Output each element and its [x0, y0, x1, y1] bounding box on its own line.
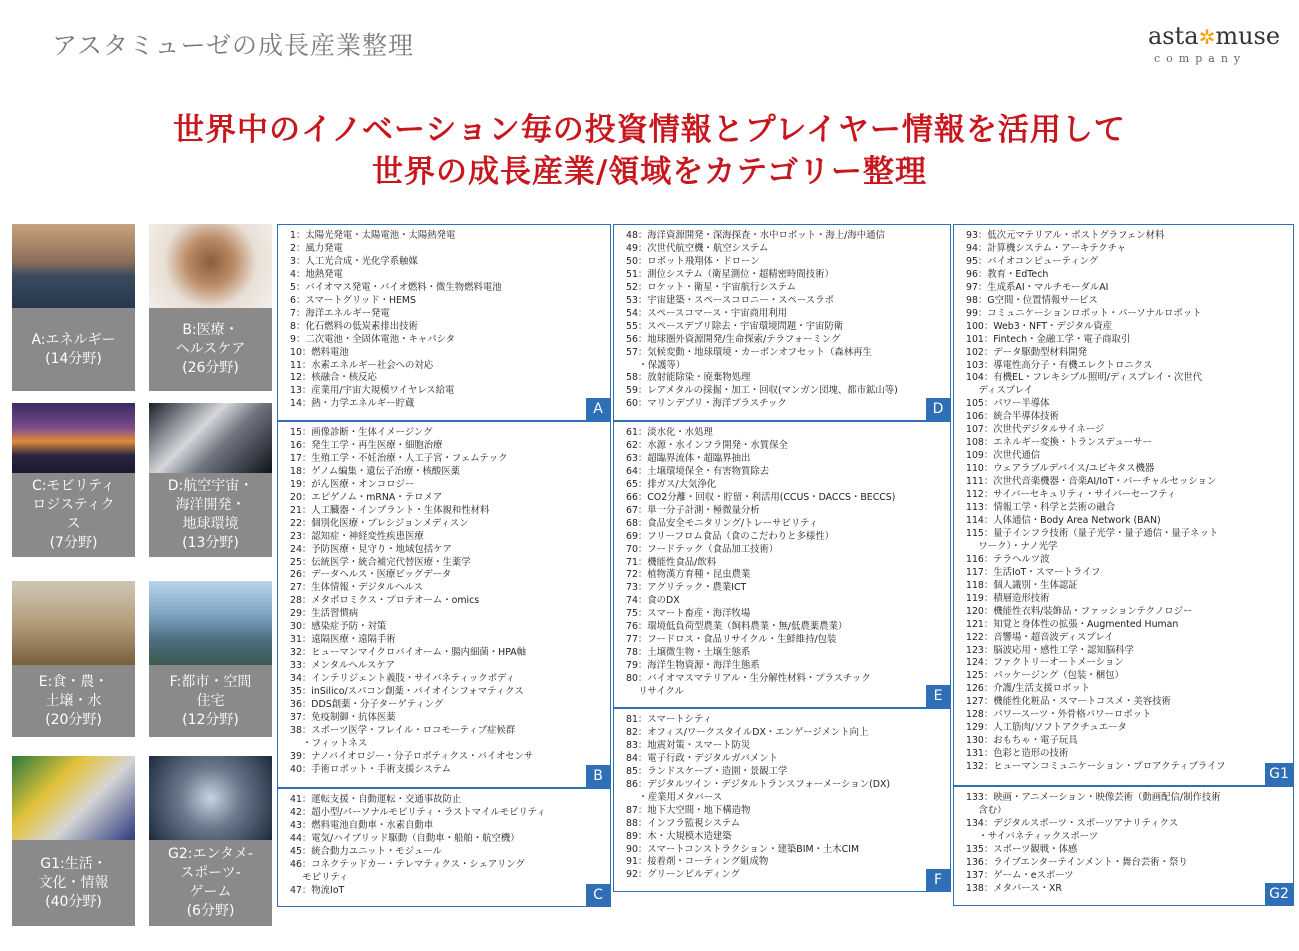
- category-badge-f: F: [926, 869, 950, 891]
- list-item: 122：音響場・超音波ディスプレイ: [966, 631, 1114, 643]
- list-item: 116：テラヘルツ波: [966, 553, 1050, 565]
- list-item: 75：スマート畜産・海洋牧場: [626, 608, 751, 620]
- list-item: ディスプレイ: [966, 385, 1034, 397]
- list-item: 60：マリンデブリ・海洋プラスチック: [626, 398, 787, 410]
- list-item: 66：CO2分離・回収・貯留・利活用(CCUS・DACCS・BECCS): [626, 491, 896, 503]
- list-item: 133：映画・アニメーション・映像芸術（動画配信/制作技術: [966, 792, 1221, 803]
- category-badge-b: B: [586, 765, 610, 787]
- list-item: 71：機能性食品/飲料: [626, 556, 717, 568]
- list-item: 53：宇宙建築・スペースコロニー・スペースラボ: [626, 294, 834, 306]
- tile-label: B:医療・ ヘルスケア (26分野): [175, 322, 246, 376]
- list-item: 89：木・大規模木造建築: [626, 830, 732, 842]
- list-item: 47：物流IoT: [290, 884, 345, 896]
- list-item: 13：産業用/宇宙大規模ワイヤレス給電: [290, 385, 455, 397]
- category-list-d: [614, 225, 950, 411]
- list-item: 85：ランドスケープ・造園・景観工学: [626, 765, 788, 777]
- list-item: 123：脳波応用・感性工学・認知脳科学: [966, 644, 1134, 656]
- list-item: 74：食のDX: [626, 595, 680, 607]
- list-item: 18：ゲノム編集・遺伝子治療・核酸医薬: [290, 465, 460, 477]
- category-box-a: [277, 224, 611, 421]
- space-station-photo: [149, 403, 272, 473]
- list-item: ・産業用メタバース: [626, 791, 723, 803]
- city-skyline-photo: [149, 581, 272, 665]
- list-item: 28：メタボロミクス・プロテオーム・omics: [290, 595, 480, 607]
- list-item: 103：導電性高分子・有機エレクトロニクス: [966, 359, 1153, 371]
- list-item: 101：Fintech・金融工学・電子商取引: [966, 333, 1131, 345]
- list-item: 106：統合半導体技術: [966, 411, 1059, 423]
- list-item: ワーク）・ナノ光学: [966, 540, 1058, 552]
- tile-life: [12, 756, 135, 926]
- list-item: 84：電子行政・デジタルガバメント: [626, 752, 778, 764]
- list-item: 50：ロボット飛翔体・ドローン: [626, 255, 760, 267]
- category-list-e: [614, 422, 950, 699]
- list-item: 130：おもちゃ・電子玩具: [966, 735, 1078, 747]
- logo-text-right: muse: [1215, 22, 1281, 50]
- list-item: 87：地下大空間・地下構造物: [626, 804, 751, 816]
- list-item: 137：ゲーム・eスポーツ: [966, 869, 1074, 881]
- list-item: 61：淡水化・水処理: [626, 427, 713, 438]
- list-item: 104：有機EL・フレキシブル照明/ディスプレイ・次世代: [966, 372, 1203, 384]
- list-item: 129：人工筋肉/ソフトアクチュエータ: [966, 722, 1127, 734]
- tile-mobility: [12, 403, 135, 557]
- list-item: 80：バイオマスマテリアル・生分解性材料・プラスチック: [626, 673, 871, 685]
- category-list-c: [278, 789, 610, 898]
- tile-food: [12, 581, 135, 737]
- list-item: 10：燃料電池: [290, 346, 349, 358]
- list-item: 124：ファクトリーオートメーション: [966, 657, 1124, 669]
- list-item: ・保護等）: [626, 359, 686, 371]
- laptop-photo: [12, 756, 135, 840]
- category-box-e: [613, 421, 951, 708]
- list-item: 23：認知症・神経変性疾患医療: [290, 530, 424, 542]
- list-item: 127：機能性化粧品・スマートコスメ・美容技術: [966, 696, 1171, 708]
- list-item: 24：予防医療・見守り・地域包括ケア: [290, 543, 452, 555]
- list-item: 86：デジタルツイン・デジタルトランスフォーメーション(DX): [626, 778, 891, 790]
- tile-label: C:モビリティ ロジスティク ス (7分野): [31, 478, 116, 551]
- list-item: 79：海洋生物資源・海洋生態系: [626, 660, 760, 672]
- list-item: 56：地球圏外資源開発/生命探索/テラフォーミング: [626, 333, 841, 345]
- category-badge-d: D: [926, 398, 950, 420]
- list-item: 48：海洋資源開発・深海探査・水中ロボット・海上/海中通信: [626, 230, 885, 241]
- list-item: 128：パワースーツ・外骨格パワーロボット: [966, 709, 1152, 721]
- list-item: 70：フードテック（食品加工技術）: [626, 543, 779, 555]
- list-item: 16：発生工学・再生医療・細胞治療: [290, 439, 443, 451]
- tile-label: A:エネルギー (14分野): [31, 331, 116, 367]
- list-item: 65：排ガス/大気浄化: [626, 478, 717, 490]
- list-item: 42：超小型/パーソナルモビリティ・ラストマイルモビリティ: [290, 806, 546, 818]
- list-item: 64：土壌環境保全・有害物質除去: [626, 465, 770, 477]
- list-item: 5：バイオマス発電・バイオ燃料・微生物燃料電池: [290, 281, 502, 293]
- list-item: 26：データヘルス・医療ビッグデータ: [290, 569, 452, 581]
- list-item: 29：生活習慣病: [290, 608, 359, 620]
- list-item: 73：アグリテック・農業ICT: [626, 582, 747, 594]
- tile-energy: [12, 224, 135, 391]
- list-item: 9：二次電池・全固体電池・キャパシタ: [290, 333, 455, 345]
- list-item: 22：個別化医療・プレシジョンメディスン: [290, 517, 469, 529]
- list-item: 49：次世代航空機・航空システム: [626, 242, 769, 254]
- category-list-f: [614, 709, 950, 882]
- list-item: 131：色彩と造形の技術: [966, 748, 1069, 760]
- list-item: 138：メタバース・XR: [966, 882, 1062, 894]
- list-item: 40：手術ロボット・手術支援システム: [290, 763, 451, 775]
- category-badge-g2: G2: [1265, 883, 1293, 905]
- list-item: 132：ヒューマンコミュニケーション・プロアクティブライフ: [966, 761, 1226, 773]
- category-box-g1: [953, 224, 1294, 786]
- list-item: ・フィットネス: [290, 737, 368, 749]
- category-box-g2: [953, 786, 1294, 906]
- list-item: 135：スポーツ観戦・体感: [966, 843, 1078, 855]
- sprout-soil-photo: [12, 581, 135, 665]
- list-item: 95：バイオコンピューティング: [966, 255, 1099, 267]
- page-title: アスタミューゼの成長産業整理: [52, 31, 415, 60]
- category-box-f: [613, 708, 951, 892]
- list-item: 119：積層造形技術: [966, 592, 1050, 604]
- list-item: 58：放射能除染・廃棄物処理: [626, 372, 751, 384]
- list-item: 1：太陽光発電・太陽電池・太陽熱発電: [290, 230, 456, 241]
- vr-headset-photo: [149, 756, 272, 840]
- list-item: 110：ウェアラブルデバイス/ユビキタス機器: [966, 463, 1155, 475]
- list-item: 35：inSilico/スパコン創薬・バイオインフォマティクス: [290, 686, 524, 698]
- headline-line1: 世界中のイノベーション毎の投資情報とプレイヤー情報を活用して: [173, 112, 1126, 148]
- list-item: 57：気候変動・地球環境・カーボンオフセット（森林再生: [626, 346, 872, 358]
- list-item: 19：がん医療・オンコロジー: [290, 478, 415, 490]
- list-item: 94：計算機システム・アーキテクチャ: [966, 242, 1127, 254]
- list-item: 109：次世代通信: [966, 450, 1041, 462]
- astamuse-logo: [1148, 22, 1280, 66]
- list-item: 82：オフィス/ワークスタイルDX・エンゲージメント向上: [626, 726, 869, 738]
- list-item: 31：遠隔医療・遠隔手術: [290, 634, 396, 646]
- list-item: 108：エネルギー変換・トランスデューサー: [966, 437, 1152, 449]
- list-item: 136：ライブエンターテインメント・舞台芸術・祭り: [966, 856, 1188, 868]
- list-item: 125：パッケージング（包装・梱包）: [966, 670, 1124, 682]
- list-item: 114：人体通信・Body Area Network (BAN): [966, 514, 1161, 526]
- list-item: 3：人工光合成・光化学系触媒: [290, 255, 418, 267]
- list-item: 97：生成系AI・マルチモーダルAI: [966, 281, 1109, 293]
- list-item: 118：個人識別・生体認証: [966, 579, 1078, 591]
- category-box-d: [613, 224, 951, 421]
- list-item: リサイクル: [626, 686, 684, 698]
- category-list-g2: [954, 787, 1293, 896]
- list-item: 63：超臨界流体・超臨界抽出: [626, 452, 751, 464]
- category-list-g1: [954, 225, 1293, 774]
- headline-line2: 世界の成長産業/領域をカテゴリー整理: [371, 154, 928, 190]
- list-item: 41：運転支援・自動運転・交通事故防止: [290, 794, 462, 805]
- list-item: 117：生活IoT・スマートライフ: [966, 566, 1101, 578]
- logo-text-left: asta: [1148, 22, 1199, 50]
- list-item: 111：次世代音楽機器・音楽AI/IoT・バーチャルセッション: [966, 476, 1217, 488]
- list-item: 20：エピゲノム・mRNA・テロメア: [290, 491, 443, 503]
- list-item: 81：スマートシティ: [626, 714, 712, 725]
- list-item: 78：土壌微生物・土壌生態系: [626, 647, 751, 659]
- tile-label: G2:エンタメ- スポーツ- ゲーム (6分野): [168, 846, 253, 919]
- list-item: 38：スポーツ医学・フレイル・ロコモーティブ症候群: [290, 724, 516, 736]
- list-item: 45：統合動力ユニット・モジュール: [290, 845, 442, 857]
- list-item: 68：食品安全モニタリング/トレーサビリティ: [626, 517, 819, 529]
- list-item: 134：デジタルスポーツ・スポーツアナリティクス: [966, 817, 1179, 829]
- list-item: 59：レアメタルの採掘・加工・回収(マンガン団塊、都市鉱山等): [626, 385, 898, 397]
- highway-night-photo: [12, 403, 135, 473]
- list-item: ・サイバネティックスポーツ: [966, 830, 1099, 842]
- tile-city: [149, 581, 272, 737]
- tile-label: F:都市・空間 住宅 (12分野): [169, 673, 252, 728]
- list-item: 91：接着剤・コーティング組成物: [626, 856, 769, 868]
- list-item: 105：パワー半導体: [966, 398, 1050, 410]
- list-item: 88：インフラ監視システム: [626, 817, 741, 829]
- list-item: モビリティ: [290, 871, 349, 883]
- list-item: 15：画像診断・生体イメージング: [290, 427, 433, 438]
- tile-entertainment: [149, 756, 272, 926]
- tile-health: [149, 224, 272, 391]
- list-item: 34：インテリジェント義肢・サイバネティックボディ: [290, 673, 516, 685]
- list-item: 25：伝統医学・統合補完代替医療・生薬学: [290, 556, 471, 568]
- list-item: 39：ナノバイオロジー・分子ロボティクス・バイオセンサ: [290, 750, 534, 762]
- list-item: 92：グリーンビルディング: [626, 869, 740, 881]
- list-item: 77：フードロス・食品リサイクル・生鮮維持/包装: [626, 634, 837, 646]
- list-item: 107：次世代デジタルサイネージ: [966, 424, 1105, 436]
- list-item: 11：水素エネルギー社会への対応: [290, 359, 434, 371]
- category-box-b: [277, 421, 611, 788]
- list-item: 33：メンタルヘルスケア: [290, 660, 396, 672]
- tile-label: G1:生活・ 文化・情報 (40分野): [38, 855, 109, 910]
- list-item: 55：スペースデブリ除去・宇宙環境問題・宇宙防衛: [626, 320, 844, 332]
- list-item: 46：コネクテッドカー・テレマティクス・シェアリング: [290, 858, 525, 870]
- list-item: 17：生殖工学・不妊治療・人工子宮・フェムテック: [290, 452, 508, 464]
- list-item: 112：サイバーセキュリティ・サイバーセーフティ: [966, 489, 1177, 501]
- list-item: 121：知覚と身体性の拡張・Augmented Human: [966, 618, 1179, 630]
- list-item: 43：燃料電池自動車・水素自動車: [290, 819, 434, 831]
- list-item: 27：生体情報・デジタルヘルス: [290, 582, 423, 594]
- list-item: 113：情報工学・科学と芸術の融合: [966, 502, 1116, 514]
- mechanical-heart-photo: [149, 224, 272, 308]
- category-box-c: [277, 788, 611, 907]
- list-item: 69：フリーフロム食品（食のこだわりと多様性）: [626, 530, 834, 542]
- list-item: 37：免疫制御・抗体医薬: [290, 711, 396, 723]
- list-item: 30：感染症予防・対策: [290, 621, 387, 633]
- list-item: 120：機能性衣料/装飾品・ファッションテクノロジー: [966, 605, 1193, 617]
- list-item: 90：スマートコンストラクション・建築BIM・土木CIM: [626, 843, 860, 855]
- list-item: 14：熱・力学エネルギー貯蔵: [290, 398, 415, 410]
- list-item: 54：スペースコマース・宇宙商用利用: [626, 307, 787, 319]
- category-badge-a: A: [586, 398, 610, 420]
- category-badge-g1: G1: [1265, 763, 1293, 785]
- list-item: 93：低次元マテリアル・ポストグラフェン材料: [966, 230, 1165, 241]
- list-item: 72：植物漢方育種・昆虫農業: [626, 569, 751, 581]
- list-item: 2：風力発電: [290, 242, 343, 254]
- category-badge-e: E: [926, 685, 950, 707]
- list-item: 83：地震対策・スマート防災: [626, 739, 751, 751]
- tile-space: [149, 403, 272, 557]
- category-list-b: [278, 422, 610, 777]
- list-item: 98：G空間・位置情報サービス: [966, 294, 1098, 306]
- category-list-a: [278, 225, 610, 411]
- list-item: 6：スマートグリッド・HEMS: [290, 294, 416, 306]
- list-item: 100：Web3・NFT・デジタル資産: [966, 320, 1113, 332]
- list-item: 52：ロケット・衛星・宇宙航行システム: [626, 281, 796, 293]
- oil-rig-photo: [12, 224, 135, 308]
- category-badge-c: C: [586, 884, 610, 906]
- list-item: 32：ヒューマンマイクロバイオーム・腸内細菌・HPA軸: [290, 647, 527, 659]
- list-item: 102：データ駆動型材料開発: [966, 346, 1088, 358]
- list-item: 126：介護/生活支援ロボット: [966, 683, 1091, 695]
- list-item: 36：DDS創薬・分子ターゲティング: [290, 699, 444, 711]
- list-item: 51：測位システム（衛星測位・超精密時間技術）: [626, 268, 834, 280]
- list-item: 76：環境低負荷型農業（飼料農業・無/低農薬農業）: [626, 621, 848, 633]
- list-item: 44：電気/ハイブリッド駆動（自動車・船舶・航空機）: [290, 832, 520, 844]
- list-item: 7：海洋エネルギー発電: [290, 307, 390, 319]
- list-item: 115：量子インフラ技術（量子光学・量子通信・量子ネット: [966, 527, 1219, 539]
- tile-label: E:食・農・ 土壌・水 (20分野): [38, 673, 109, 728]
- list-item: 8：化石燃料の低炭素排出技術: [290, 320, 418, 332]
- logo-subtext: company: [1154, 52, 1247, 65]
- list-item: 21：人工臓器・インプラント・生体親和性材料: [290, 504, 490, 516]
- list-item: 62：水源・水インフラ開発・水質保全: [626, 439, 788, 451]
- list-item: 含む）: [966, 804, 1007, 816]
- list-item: 12：核融合・核反応: [290, 372, 377, 384]
- list-item: 99：コミュニケーションロボット・パーソナルロボット: [966, 307, 1202, 319]
- logo-star-icon: ✲: [1198, 25, 1216, 49]
- tile-label: D:航空宇宙・ 海洋開発・ 地球環境 (13分野): [167, 478, 254, 551]
- list-item: 67：単一分子計測・極微量分析: [626, 504, 760, 516]
- list-item: 4：地熱発電: [290, 268, 343, 280]
- list-item: 96：教育・EdTech: [966, 268, 1049, 280]
